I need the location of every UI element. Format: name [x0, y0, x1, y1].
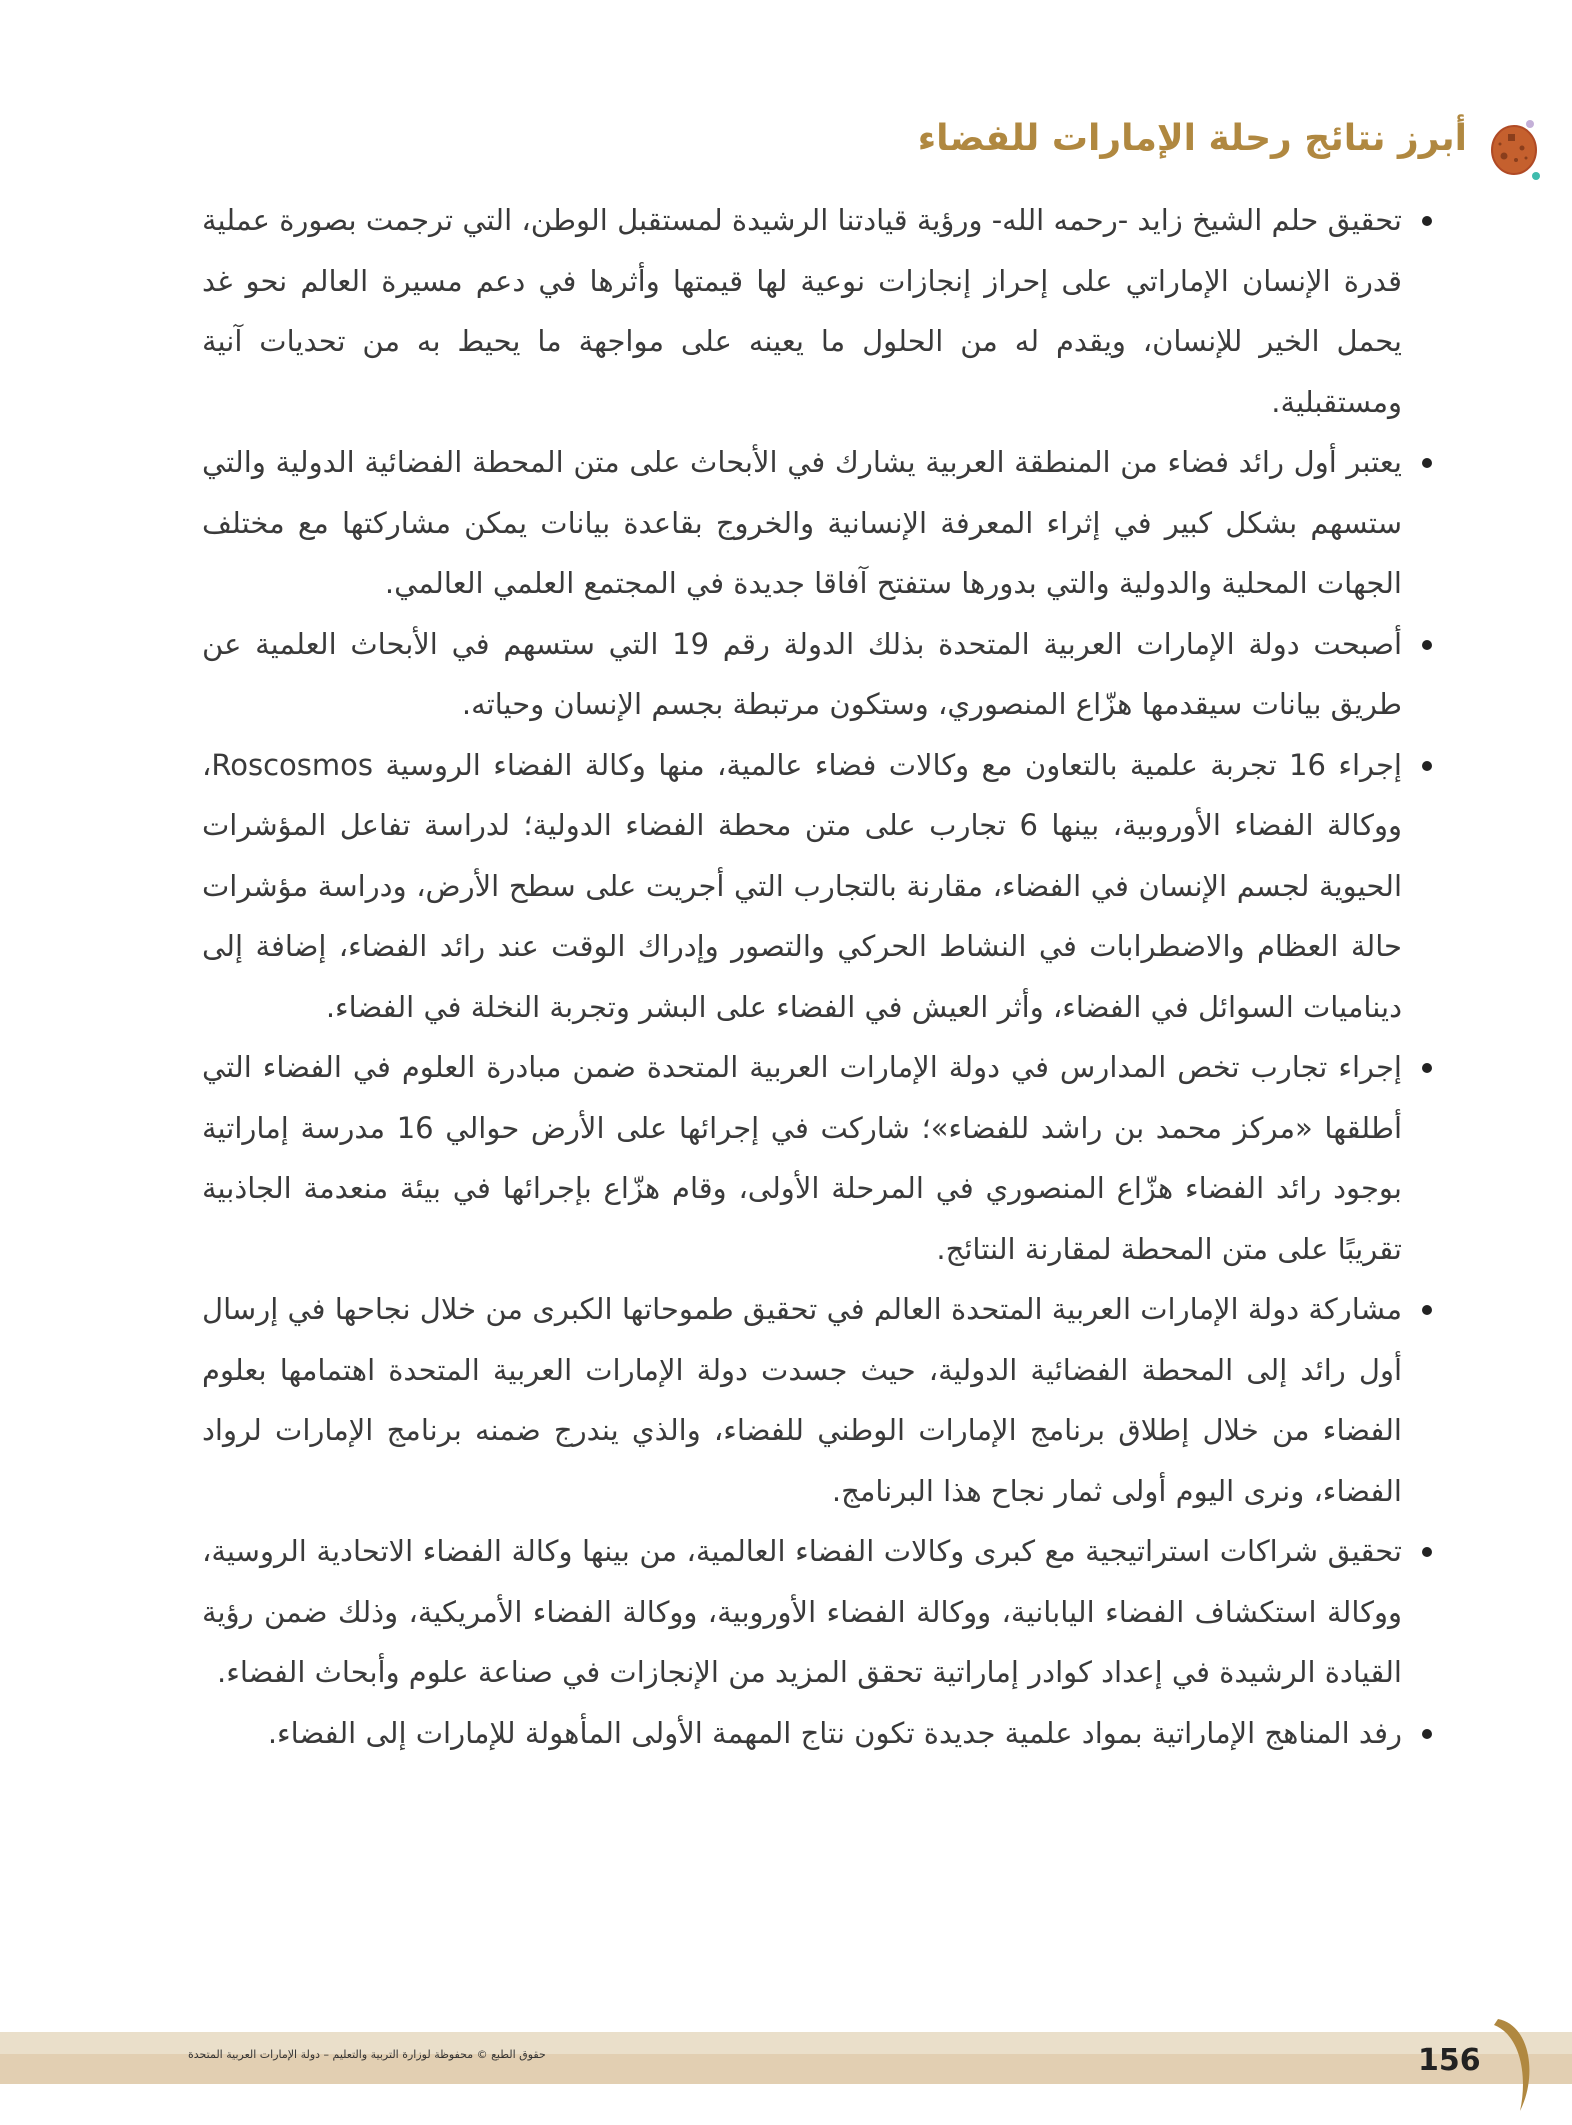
list-item	[202, 1279, 1432, 1521]
list-item-text: رفد المناهج الإماراتية بمواد علمية جديدة تكون نتاج المهمة الأولى المأهولة للإمارات إلى الفضاء.	[267, 1715, 1402, 1750]
list-item	[202, 1703, 1432, 1764]
list-item-text: إجراء تجارب تخص المدارس في دولة الإمارات العربية المتحدة ضمن مبادرة العلوم في الفضاء التي أطلقها «مركز محمد بن راشد للفضاء»؛ شاركت في إجرائها على الأرض حوالي 16 مدرسة إماراتية بوجود رائد الفضاء هزّاع المنصوري في المرحلة الأولى، وقام هزّاع بإجرائها في بيئة منعدمة الجاذبية تقريبًا على متن المحطة لمقارنة النتائج.	[202, 1050, 1402, 1266]
list-item	[202, 735, 1432, 1038]
list-item	[202, 1037, 1432, 1279]
decorative-arc-icon	[1420, 2015, 1540, 2115]
list-item-text: تحقيق شراكات استراتيجية مع كبرى وكالات الفضاء العالمية، من بينها وكالة الفضاء الاتحادية الروسية، ووكالة استكشاف الفضاء اليابانية، ووكالة الفضاء الأوروبية، ووكالة الفضاء الأمريكية، وذلك ضمن رؤية القيادة الرشيدة في إعداد كوادر إماراتية تحقق المزيد من الإنجازات في صناعة علوم وأبحاث الفضاء.	[202, 1534, 1402, 1689]
copyright-text: حقوق الطبع © محفوظة لوزارة التربية والتعليم – دولة الإمارات العربية المتحدة	[188, 2048, 546, 2061]
bullet-icon	[1422, 1063, 1432, 1073]
bullet-icon	[1422, 640, 1432, 650]
list-item	[202, 614, 1432, 735]
list-item-text: مشاركة دولة الإمارات العربية المتحدة العالم في تحقيق طموحاتها الكبرى من خلال نجاحها في إرسال أول رائد إلى المحطة الفضائية الدولية، حيث جسدت دولة الإمارات العربية المتحدة اهتمامها بعلوم الفضاء من خلال إطلاق برنامج الإمارات الوطني للفضاء، والذي يندرج ضمنه برنامج الإمارات لرواد الفضاء، ونرى اليوم أولى ثمار نجاح هذا البرنامج.	[202, 1292, 1402, 1508]
page-number: 156	[1418, 2043, 1481, 2078]
list-item	[202, 190, 1432, 432]
bullet-icon	[1422, 1547, 1432, 1557]
section-heading: أبرز نتائج رحلة الإمارات للفضاء	[917, 118, 1467, 159]
bullet-icon	[1422, 1729, 1432, 1739]
bullet-icon	[1422, 216, 1432, 226]
bullet-icon	[1422, 761, 1432, 771]
list-item-text: أصبحت دولة الإمارات العربية المتحدة بذلك الدولة رقم 19 التي ستسهم في الأبحاث العلمية عن طريق بيانات سيقدمها هزّاع المنصوري، وستكون مرتبطة بجسم الإنسان وحياته.	[202, 626, 1403, 721]
list-item-text: يعتبر أول رائد فضاء من المنطقة العربية يشارك في الأبحاث على متن المحطة الفضائية الدولية والتي ستسهم بشكل كبير في إثراء المعرفة الإنسانية والخروج بقاعدة بيانات يمكن مشاركتها مع مختلف الجهات المحلية والدولية والتي بدورها ستفتح آفاقا جديدة في المجتمع العلمي العالمي.	[202, 445, 1402, 600]
bullet-list	[202, 190, 1432, 1763]
bullet-icon	[1422, 1305, 1432, 1315]
bullet-icon	[1422, 458, 1432, 468]
list-item	[202, 1521, 1432, 1703]
list-item-text: تحقيق حلم الشيخ زايد -رحمه الله- ورؤية قيادتنا الرشيدة لمستقبل الوطن، التي ترجمت بصورة عملية قدرة الإنسان الإماراتي على إحراز إنجازات نوعية لها قيمتها وأثرها في دعم مسيرة العالم نحو غد يحمل الخير للإنسان، ويقدم له من الحلول ما يعينه على مواجهة ما يحيط به من تحديات آنية ومستقبلية.	[202, 203, 1402, 419]
list-item	[202, 432, 1432, 614]
planet-icon	[1488, 118, 1544, 180]
list-item-text: إجراء 16 تجربة علمية بالتعاون مع وكالات فضاء عالمية، منها وكالة الفضاء الروسية Roscosmos، ووكالة الفضاء الأوروبية، بينها 6 تجارب على متن محطة الفضاء الدولية؛ لدراسة تفاعل المؤشرات الحيوية لجسم الإنسان في الفضاء، مقارنة بالتجارب التي أجريت على سطح الأرض، ودراسة مؤشرات حالة العظام والاضطرابات في النشاط الحركي والتصور وإدراك الوقت عند رائد الفضاء، إضافة إلى ديناميات السوائل في الفضاء، وأثر العيش في الفضاء على البشر وتجربة النخلة في الفضاء.	[202, 747, 1402, 1024]
